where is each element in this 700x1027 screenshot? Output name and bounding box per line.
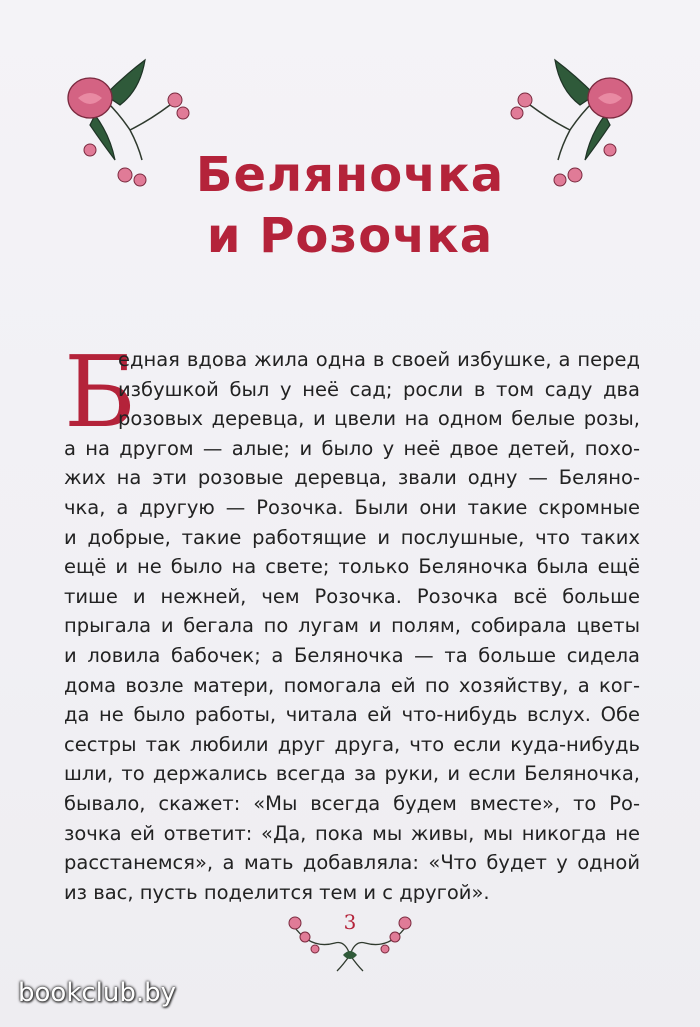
drop-cap: Б (64, 336, 137, 450)
story-line: дома возле матери, помогала ей по хозяйству, а ког- (64, 673, 640, 697)
page-number: 3 (343, 910, 357, 934)
story-line: избушкой был у неё сад; росли в том саду два (118, 377, 640, 401)
story-line: едная вдова жила одна в своей избушке, а перед (118, 348, 640, 371)
story-line: шли, то держались всегда за руки, и если Беляночка, (64, 762, 640, 786)
story-line: жих на эти розовые деревца, звали одну — Беляно- (64, 466, 640, 490)
story-line: расстанемся», а мать добавляла: «Что будет у одной (64, 851, 640, 875)
story-line: сестры так любили друг друга, что если куда-нибудь (64, 732, 640, 756)
story-line: чка, а другую — Розочка. Были они такие скромные (64, 495, 640, 519)
site-watermark: bookclub.by (18, 978, 177, 1008)
story-line: зочка ей ответит: «Да, пока мы живы, мы никогда не (64, 821, 640, 845)
story-line: розовых деревца, и цвели на одном белые розы, (118, 407, 640, 431)
story-line: и ловила бабочек; а Беляночка — та больше сидела (64, 643, 640, 667)
title-line-1: Беляночка (195, 147, 505, 203)
story-line: да не было работы, читала ей что-нибудь вслух. Обе (64, 703, 640, 727)
story-line: а на другом — алые; и было у неё двое детей, похо- (64, 436, 640, 460)
story-line: прыгала и бегала по лугам и полям, собирала цветы (64, 614, 640, 638)
story-line: ещё и не было на свете; только Беляночка была ещё (64, 555, 640, 579)
story-line: бывало, скажет: «Мы всегда будем вместе», то Ро- (64, 791, 640, 815)
story-line: из вас, пусть поделится тем и с другой». (64, 880, 490, 904)
story-text (64, 336, 640, 907)
story-line: и добрые, такие работящие и послушные, что таких (64, 525, 640, 549)
title-line-2: и Розочка (206, 208, 494, 264)
story-line: тише и нежней, чем Розочка. Розочка всё больше (64, 584, 640, 608)
